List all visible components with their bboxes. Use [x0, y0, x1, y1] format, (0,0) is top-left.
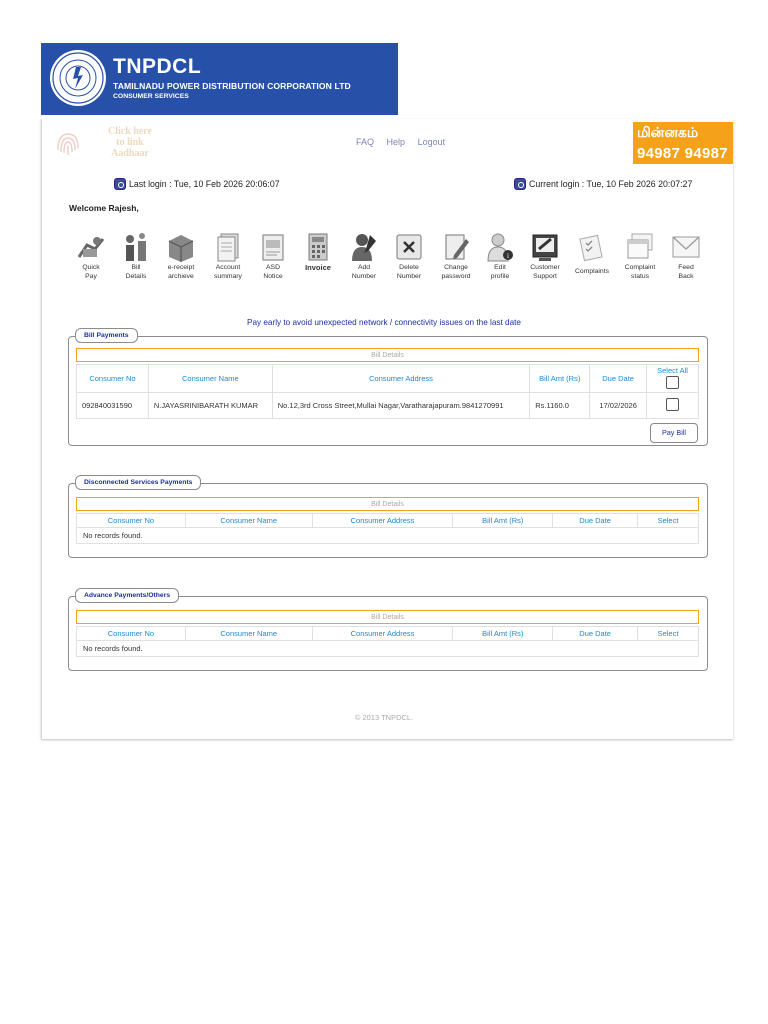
menu-label: Bill: [131, 264, 141, 271]
header-banner: [41, 43, 398, 115]
bill-payments-legend: Bill Payments: [75, 328, 138, 343]
disconnected-table: [76, 513, 699, 544]
cell-bill-amount: Rs.1160.0: [530, 393, 590, 419]
row-select-checkbox[interactable]: [666, 398, 679, 411]
col-bill-amount: Bill Amt (Rs): [453, 627, 553, 641]
document-stack-icon: [212, 231, 244, 263]
menu-label: Complaints: [575, 268, 609, 275]
menu-e-receipt[interactable]: [158, 231, 204, 281]
cell-due-date: 17/02/2026: [590, 393, 647, 419]
service-name: CONSUMER SERVICES: [113, 93, 189, 100]
col-select-all: [647, 365, 699, 393]
menu-label: Invoice: [305, 263, 331, 272]
payment-notice: [0, 318, 768, 327]
menu-label: Complaint: [624, 264, 656, 271]
bill-details-bar: Bill Details: [76, 348, 699, 362]
no-records-text: No records found.: [77, 528, 699, 544]
col-select: Select: [638, 514, 699, 528]
menu-bill-details[interactable]: [113, 231, 159, 281]
menu-label: password: [441, 273, 471, 280]
corporation-name: TAMILNADU POWER DISTRIBUTION CORPORATION LTD: [113, 81, 351, 91]
cell-consumer-name: N.JAYASRINIBARATH KUMAR: [148, 393, 272, 419]
envelope-icon: [670, 231, 702, 263]
tnpdcl-logo: [49, 49, 107, 107]
col-consumer-no: Consumer No: [77, 365, 149, 393]
col-consumer-no: Consumer No: [77, 514, 186, 528]
menu-label: Edit: [494, 264, 506, 271]
col-bill-amount: Bill Amt (Rs): [453, 514, 553, 528]
menu-label: Back: [678, 273, 694, 280]
col-consumer-address: Consumer Address: [312, 514, 453, 528]
faq-link[interactable]: FAQ: [356, 137, 375, 147]
table-row: [77, 393, 699, 419]
aadhaar-line3: Aadhaar: [111, 148, 149, 159]
menu-label: Number: [351, 273, 377, 280]
table-header-row: [77, 365, 699, 393]
bill-details-bar: Bill Details: [76, 497, 699, 511]
menu-complaints[interactable]: [569, 231, 615, 276]
quick-pay-icon: [75, 231, 107, 263]
pay-bill-button[interactable]: Pay Bill: [650, 423, 698, 443]
disconnected-legend: Disconnected Services Payments: [75, 475, 201, 490]
bill-details-icon: [120, 231, 152, 263]
menu-label: profile: [490, 273, 510, 280]
clock-icon: [114, 178, 126, 190]
aadhaar-line2: to link: [116, 137, 144, 148]
menu-label: archieve: [168, 273, 194, 280]
cell-consumer-no: 092840031590: [77, 393, 149, 419]
profile-icon: [484, 231, 516, 263]
advance-table: [76, 626, 699, 657]
current-login-text: Current login : Tue, 10 Feb 2026 20:07:27: [529, 179, 693, 189]
table-row: [77, 528, 699, 544]
no-records-text: No records found.: [77, 641, 699, 657]
menu-label: status: [630, 273, 650, 280]
menu-edit-profile[interactable]: [477, 231, 523, 281]
notice-text: Pay early to avoid unexpected network / connectivity issues on the last date: [247, 318, 521, 327]
minnagam-title: மின்னகம்: [637, 124, 699, 140]
col-consumer-name: Consumer Name: [185, 514, 312, 528]
menu-asd-notice[interactable]: [250, 231, 296, 281]
select-all-label: Select All: [657, 365, 688, 375]
aadhaar-line1: Click here: [108, 126, 152, 137]
checklist-icon: [576, 231, 608, 263]
table-header-row: [77, 627, 699, 641]
col-consumer-no: Consumer No: [77, 627, 186, 641]
svg-text:i: i: [507, 252, 509, 260]
archive-box-icon: [165, 231, 197, 263]
windows-icon: [624, 231, 656, 263]
clock-icon: [514, 178, 526, 190]
menu-label: Change: [444, 264, 468, 271]
menu-bar: [68, 231, 708, 287]
last-login: [114, 178, 280, 190]
current-login: [514, 178, 692, 190]
menu-account-summary[interactable]: [205, 231, 251, 281]
menu-add-number[interactable]: [341, 231, 387, 281]
delete-icon: [393, 231, 425, 263]
notice-icon: [257, 231, 289, 263]
cell-select: [647, 393, 699, 419]
menu-label: Feed: [678, 264, 694, 271]
menu-label: Details: [125, 273, 147, 280]
last-login-text: Last login : Tue, 10 Feb 2026 20:06:07: [129, 179, 280, 189]
minnagam-banner[interactable]: [633, 122, 733, 164]
select-all-checkbox[interactable]: [666, 376, 679, 389]
logout-link[interactable]: Logout: [417, 137, 446, 147]
menu-label: Support: [533, 273, 557, 280]
col-select: Select: [638, 627, 699, 641]
table-header-row: [77, 514, 699, 528]
table-row: [77, 641, 699, 657]
aadhaar-link[interactable]: [50, 124, 170, 164]
menu-customer-support[interactable]: [522, 231, 568, 281]
minnagam-phone: 94987 94987: [637, 145, 728, 162]
edit-document-icon: [440, 231, 472, 263]
welcome-text: Welcome Rajesh,: [69, 203, 139, 213]
col-consumer-name: Consumer Name: [148, 365, 272, 393]
add-user-icon: [348, 231, 380, 263]
help-link[interactable]: Help: [386, 137, 406, 147]
brand-name: TNPDCL: [113, 55, 202, 78]
footer-copyright: © 2013 TNPDCL.: [354, 713, 414, 722]
menu-label: Quick: [82, 264, 100, 271]
menu-label: e-receipt: [167, 264, 195, 271]
menu-feedback[interactable]: [663, 231, 709, 281]
fingerprint-icon: [50, 126, 86, 162]
col-bill-amount: Bill Amt (Rs): [530, 365, 590, 393]
menu-invoice[interactable]: [295, 231, 341, 272]
menu-label: Number: [396, 273, 422, 280]
col-due-date: Due Date: [553, 514, 638, 528]
menu-label: Pay: [85, 273, 97, 280]
support-icon: [529, 231, 561, 263]
bill-payments-table: [76, 364, 699, 419]
menu-label: Delete: [399, 264, 419, 271]
menu-label: Customer: [530, 264, 560, 271]
calculator-icon: [302, 231, 334, 263]
col-consumer-address: Consumer Address: [272, 365, 530, 393]
menu-label: Account: [215, 264, 241, 271]
menu-quick-pay[interactable]: [68, 231, 114, 281]
menu-label: summary: [214, 273, 242, 280]
menu-change-password[interactable]: [433, 231, 479, 281]
bill-details-bar: Bill Details: [76, 610, 699, 624]
menu-label: Notice: [263, 273, 283, 280]
col-due-date: Due Date: [553, 627, 638, 641]
cell-consumer-address: No.12,3rd Cross Street,Mullai Nagar,Varatharajapuram.9841270991: [272, 393, 530, 419]
menu-label: ASD: [266, 264, 280, 271]
col-due-date: Due Date: [590, 365, 647, 393]
advance-legend: Advance Payments/Others: [75, 588, 179, 603]
col-consumer-address: Consumer Address: [312, 627, 453, 641]
menu-complaint-status[interactable]: [617, 231, 663, 281]
menu-delete-number[interactable]: [386, 231, 432, 281]
top-links: [356, 137, 455, 147]
col-consumer-name: Consumer Name: [185, 627, 312, 641]
menu-label: Add: [357, 264, 371, 271]
